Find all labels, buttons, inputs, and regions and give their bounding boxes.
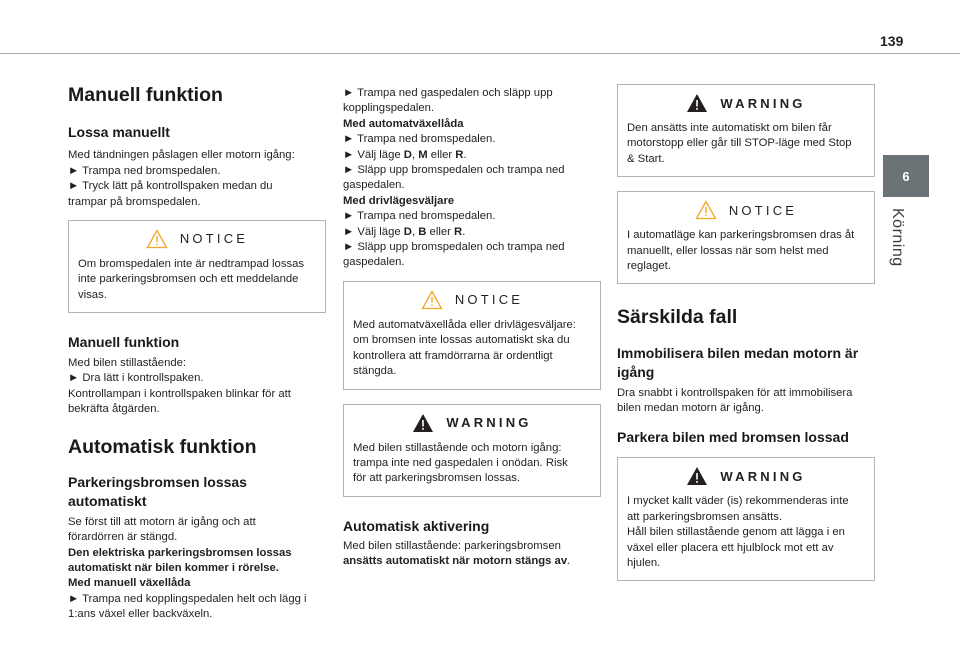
notice-icon	[421, 290, 443, 310]
warning-icon	[686, 93, 708, 113]
text-line-bold: Med automatväxellåda	[343, 117, 464, 130]
notice-icon	[695, 200, 717, 220]
warning-box	[617, 84, 875, 177]
notice-header	[353, 282, 591, 318]
notice-text: reglaget.	[627, 260, 671, 273]
text-line: ► Välj läge D, B eller R.	[343, 225, 466, 238]
notice-title: NOTICE	[728, 202, 798, 218]
notice-box	[617, 191, 875, 284]
auto-release-text	[68, 515, 326, 623]
text-line: kopplingspedalen.	[343, 102, 435, 115]
heading-park-released: Parkera bilen med bromsen lossad	[617, 429, 849, 446]
notice-icon	[146, 229, 168, 249]
page-number: 139	[880, 33, 904, 49]
warning-text: I mycket kallt väder (is) rekommenderas inte	[627, 495, 849, 508]
warning-text: Med bilen stillastående och motorn igång:	[353, 441, 562, 454]
header-rule	[0, 53, 960, 54]
warning-title: WARNING	[720, 468, 806, 484]
notice-title: NOTICE	[179, 231, 249, 247]
text-line: trampar på bromspedalen.	[68, 195, 201, 208]
gear-steps	[343, 86, 601, 271]
text-line: Med bilen stillastående: parkeringsbromsen	[343, 539, 561, 552]
text-line: ► Släpp upp bromspedalen och trampa ned	[343, 241, 565, 254]
heading-immobilise-1: Immobilisera bilen medan motorn är	[617, 344, 859, 361]
warning-header	[627, 85, 865, 121]
text-line-bold: Med manuell växellåda	[68, 577, 191, 590]
warning-text: trampa inte ned gaspedalen i onödan. Risk	[353, 456, 568, 469]
warning-text: motorstopp eller går till STOP-läge med Stop	[627, 137, 852, 150]
warning-text: växel eller placera ett hjulblock mot ett av	[627, 541, 834, 554]
warning-title: WARNING	[720, 95, 806, 111]
section-title-manual: Manuell funktion	[68, 84, 223, 106]
chapter-label: Körning	[889, 208, 906, 267]
text-line: ► Dra lätt i kontrollspaken.	[68, 372, 204, 385]
notice-text: manuellt, eller lossas när som helst med	[627, 244, 829, 257]
text-line-bold: Den elektriska parkeringsbromsen lossas	[68, 546, 292, 559]
text-line: Se först till att motorn är igång och att	[68, 515, 256, 528]
heading-auto-release-1: Parkeringsbromsen lossas	[68, 474, 247, 491]
warning-text: & Start.	[627, 152, 665, 165]
notice-box	[68, 220, 326, 313]
text-line: ► Tryck lätt på kontrollspaken medan du	[68, 180, 273, 193]
chapter-tab[interactable]: 6	[883, 155, 929, 197]
text-line: ► Trampa ned bromspedalen.	[343, 210, 496, 223]
notice-text: I automatläge kan parkeringsbromsen dras åt	[627, 229, 855, 242]
heading-release-manual: Lossa manuellt	[68, 124, 170, 141]
column-3	[617, 84, 875, 581]
notice-text: Om bromspedalen inte är nedtrampad lossas	[78, 257, 305, 270]
warning-box	[617, 457, 875, 581]
text-line: ansätts automatiskt när motorn stängs av.	[343, 555, 571, 568]
notice-box	[343, 281, 601, 390]
notice-text: inte parkeringsbromsen och ett meddelande	[78, 273, 299, 286]
text-line: ► Trampa ned kopplingspedalen helt och lägg i	[68, 592, 307, 605]
manual-steps	[68, 356, 326, 418]
warning-text: Den ansätts inte automatiskt om bilen får	[627, 122, 832, 134]
heading-manual-function: Manuell funktion	[68, 334, 180, 351]
warning-text: hjulen.	[627, 556, 661, 569]
text-line-bold: automatiskt när bilen kommer i rörelse.	[68, 562, 279, 575]
text-line: ► Släpp upp bromspedalen och trampa ned	[343, 164, 565, 177]
warning-text: att parkeringsbromsen ansätts.	[627, 510, 783, 523]
warning-header	[353, 405, 591, 441]
heading-auto-release-2: automatiskt	[68, 492, 147, 509]
text-line: ► Välj läge D, M eller R.	[343, 148, 467, 161]
text-line: gaspedalen.	[343, 256, 405, 269]
text-line: 1:ans växel eller backväxeln.	[68, 608, 213, 621]
notice-title: NOTICE	[454, 292, 524, 308]
text-line: bekräfta åtgärden.	[68, 403, 160, 416]
notice-header	[78, 221, 316, 257]
text-line: Dra snabbt i kontrollspaken för att immobilisera	[617, 386, 853, 399]
notice-text: om bromsen inte lossas automatiskt ska du	[353, 334, 570, 347]
warning-box	[343, 404, 601, 497]
text-line: ► Trampa ned bromspedalen.	[68, 164, 221, 177]
auto-activation-text	[343, 539, 601, 570]
warning-text: för att parkeringsbromsen lossas.	[353, 472, 521, 485]
section-title-automatic: Automatisk funktion	[68, 435, 257, 458]
warning-icon	[412, 413, 434, 433]
warning-text: Håll bilen stillastående genom att lägga i en	[627, 526, 845, 539]
notice-text: Med automatväxellåda eller drivlägesväljare:	[353, 318, 576, 331]
text-line: ► Trampa ned gaspedalen och släpp upp	[343, 87, 553, 99]
warning-title: WARNING	[446, 415, 532, 430]
text-line: gaspedalen.	[343, 179, 405, 192]
warning-header	[627, 458, 865, 494]
notice-header	[627, 192, 865, 228]
warning-icon	[686, 466, 708, 486]
section-title-special: Särskilda fall	[617, 306, 738, 329]
immobilise-text	[617, 386, 875, 417]
column-2	[343, 86, 601, 569]
text-line: bilen medan motorn är igång.	[617, 402, 764, 415]
text-line: ► Trampa ned bromspedalen.	[343, 133, 496, 146]
heading-auto-activation: Automatisk aktivering	[343, 517, 490, 534]
column-1	[68, 78, 326, 623]
notice-text: visas.	[78, 288, 107, 301]
heading-immobilise-2: igång	[617, 363, 655, 380]
notice-text: kontrollera att framdörrarna är ordentligt	[353, 349, 553, 362]
text-line: Med tändningen påslagen eller motorn igång:	[68, 149, 295, 162]
text-line: Kontrollampan i kontrollspaken blinkar för att	[68, 387, 291, 400]
text-line-bold: Med drivlägesväljare	[343, 194, 455, 207]
text-line: förardörren är stängd.	[68, 531, 178, 544]
release-steps	[68, 148, 326, 210]
notice-text: stängda.	[353, 365, 397, 378]
text-line: Med bilen stillastående:	[68, 357, 187, 370]
